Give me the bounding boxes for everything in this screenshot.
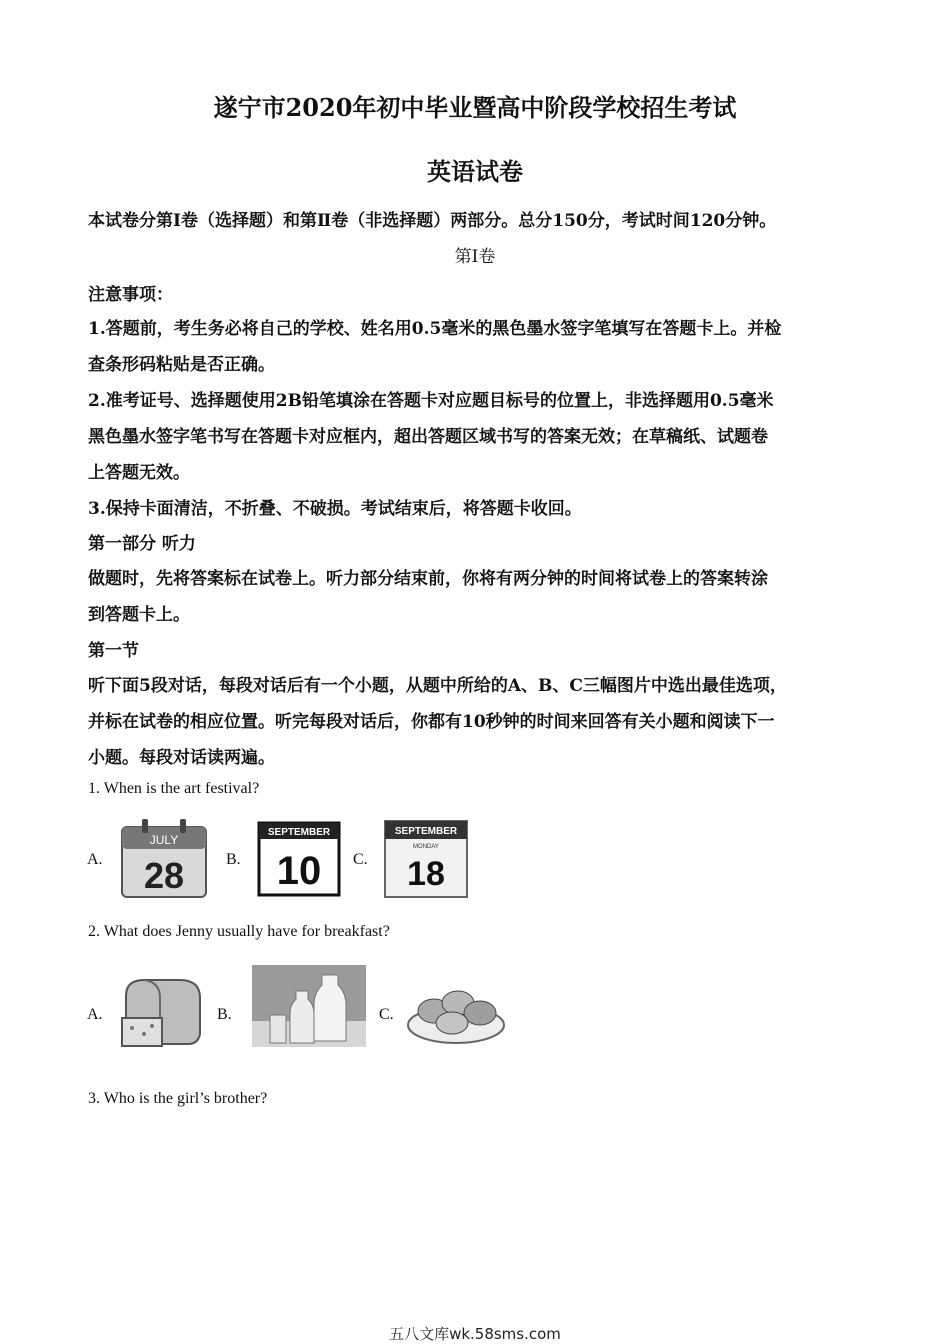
option-label: B. bbox=[226, 851, 241, 868]
exam-title: 遂宁市2020年初中毕业暨高中阶段学校招生考试 bbox=[213, 93, 737, 122]
exam-intro: 本试卷分第Ⅰ卷（选择题）和第Ⅱ卷（非选择题）两部分。总分150分，考试时间120分钟。 bbox=[88, 211, 777, 231]
notice-line: 查条形码粘贴是否正确。 bbox=[88, 355, 275, 375]
notice-line: 1.答题前，考生务必将自己的学校、姓名用0.5毫米的黑色墨水签字笔填写在答题卡上。并检 bbox=[88, 319, 782, 339]
volume-heading: 第Ⅰ卷 bbox=[454, 247, 496, 267]
option-label: A. bbox=[87, 1006, 103, 1023]
notice-line: 2.准考证号、选择题使用2B铅笔填涂在答题卡对应题目标号的位置上，非选择题用0.5毫米 bbox=[88, 391, 774, 411]
svg-text:18: 18 bbox=[407, 855, 445, 893]
calendar-icon bbox=[256, 820, 342, 902]
dumplings-image bbox=[406, 975, 506, 1051]
milk-image bbox=[252, 965, 366, 1051]
svg-text:SEPTEMBER: SEPTEMBER bbox=[267, 827, 331, 838]
question-1: 1. When is the art festival? bbox=[88, 780, 260, 797]
bread-image bbox=[118, 974, 204, 1054]
section-instruction: 小题。每段对话读两遍。 bbox=[88, 748, 275, 768]
section-heading: 第一节 bbox=[88, 641, 139, 661]
option-label: A. bbox=[87, 851, 103, 868]
page-footer: 五八文库wk.58sms.com bbox=[389, 1325, 561, 1343]
notice-line: 3.保持卡面清洁，不折叠、不破损。考试结束后，将答题卡收回。 bbox=[88, 499, 582, 519]
section-instruction: 听下面5段对话，每段对话后有一个小题，从题中所给的A、B、C三幅图片中选出最佳选项， bbox=[88, 676, 787, 696]
svg-text:MONDAY: MONDAY bbox=[413, 844, 439, 850]
option-label: B. bbox=[217, 1006, 232, 1023]
svg-text:10: 10 bbox=[276, 849, 322, 893]
question-3: 3. Who is the girl’s brother? bbox=[88, 1090, 268, 1107]
notice-heading: 注意事项： bbox=[88, 285, 173, 305]
part-instruction: 做题时，先将答案标在试卷上。听力部分结束前，你将有两分钟的时间将试卷上的答案转涂 bbox=[88, 569, 768, 589]
svg-text:SEPTEMBER: SEPTEMBER bbox=[394, 826, 458, 837]
svg-text:JULY: JULY bbox=[149, 833, 179, 847]
question-2: 2. What does Jenny usually have for breakfast? bbox=[88, 923, 390, 940]
part-instruction: 到答题卡上。 bbox=[88, 605, 190, 625]
calendar-icon bbox=[383, 819, 469, 903]
option-label: C. bbox=[353, 851, 368, 868]
option-label: C. bbox=[379, 1006, 394, 1023]
notice-line: 黑色墨水签字笔书写在答题卡对应框内，超出答题区域书写的答案无效；在草稿纸、试题卷 bbox=[88, 427, 768, 447]
part-heading: 第一部分 听力 bbox=[88, 534, 196, 554]
section-instruction: 并标在试卷的相应位置。听完每段对话后，你都有10秒钟的时间来回答有关小题和阅读下一 bbox=[88, 712, 775, 732]
notice-line: 上答题无效。 bbox=[88, 463, 190, 483]
svg-text:28: 28 bbox=[143, 855, 185, 896]
calendar-icon bbox=[118, 817, 210, 903]
exam-subtitle: 英语试卷 bbox=[427, 157, 523, 186]
